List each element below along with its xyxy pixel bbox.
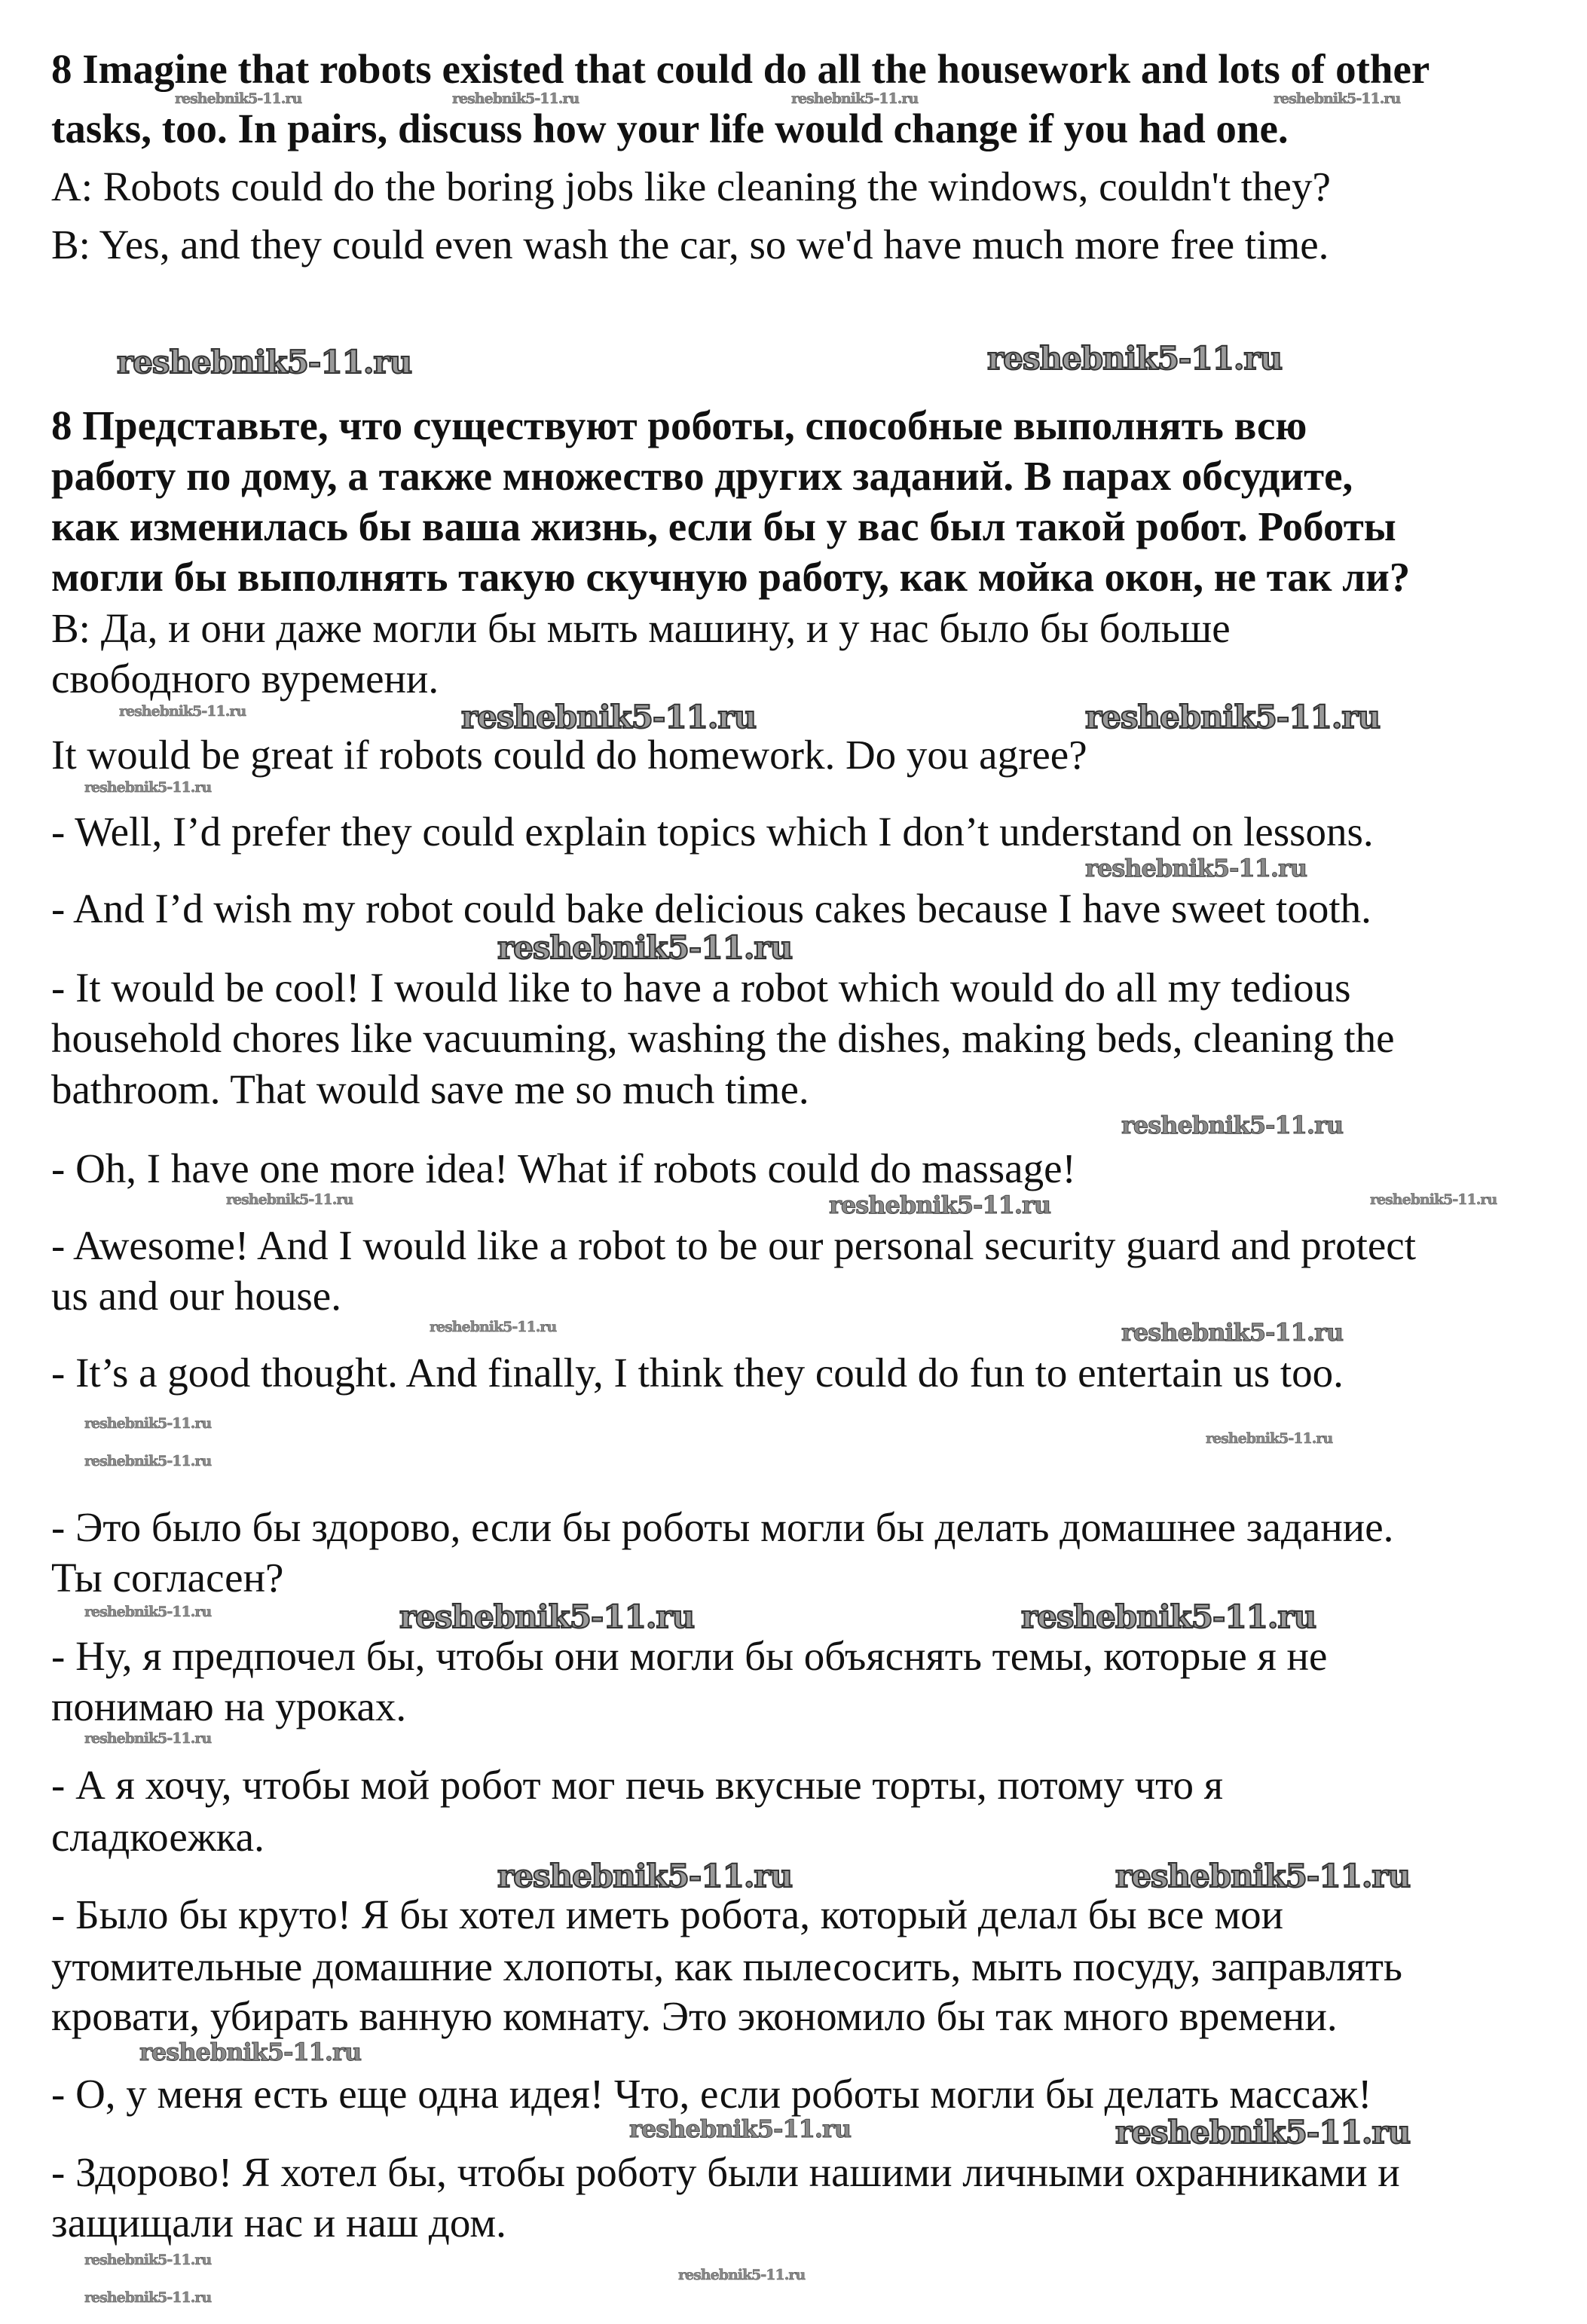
dialogue-line-ru: сладкоежка.: [51, 1814, 264, 1860]
watermark-text: reshebnik5-11.ru: [226, 1191, 353, 1208]
dialogue-line-en: - It’s a good thought. And finally, I think they could do fun to entertain us too.: [51, 1350, 1344, 1396]
watermark-text: reshebnik5-11.ru: [84, 1604, 212, 1620]
watermark-text: reshebnik5-11.ru: [117, 344, 412, 381]
watermark-text: reshebnik5-11.ru: [84, 779, 212, 796]
dialogue-line-en: bathroom. That would save me so much time.: [51, 1066, 809, 1112]
dialogue-line-ru: защищали нас и наш дом.: [51, 2200, 506, 2246]
watermark-text: reshebnik5-11.ru: [1121, 1318, 1344, 1347]
watermark-text: reshebnik5-11.ru: [1115, 1858, 1411, 1894]
example-line-a: A: Robots could do the boring jobs like cleaning the windows, couldn't they?: [51, 164, 1331, 209]
watermark-text: reshebnik5-11.ru: [497, 929, 793, 966]
example-line-b: B: Yes, and they could even wash the car, so we'd have much more free time.: [51, 222, 1329, 268]
watermark-text: reshebnik5-11.ru: [1370, 1191, 1497, 1208]
dialogue-line-ru: - А я хочу, чтобы мой робот мог печь вкусные торты, потому что я: [51, 1762, 1223, 1808]
exercise-heading-ru: 8 Представьте, что существуют роботы, способные выполнять всю: [51, 402, 1307, 448]
dialogue-line-ru: - О, у меня есть еще одна идея! Что, если роботы могли бы делать массаж!: [51, 2071, 1372, 2117]
example-line-b-ru: свободного вуремени.: [51, 656, 439, 702]
dialogue-line-en: - And I’d wish my robot could bake delicious cakes because I have sweet tooth.: [51, 885, 1371, 931]
watermark-text: reshebnik5-11.ru: [119, 703, 246, 720]
watermark-text: reshebnik5-11.ru: [678, 2267, 806, 2283]
dialogue-line-ru: утомительные домашние хлопоты, как пылесосить, мыть посуду, заправлять: [51, 1943, 1402, 1989]
watermark-text: reshebnik5-11.ru: [175, 90, 302, 107]
exercise-heading-en: 8 Imagine that robots existed that could do all the housework and lots of other: [51, 46, 1430, 92]
watermark-text: reshebnik5-11.ru: [1206, 1430, 1333, 1447]
dialogue-line-ru: понимаю на уроках.: [51, 1683, 407, 1729]
dialogue-line-en: It would be great if robots could do homework. Do you agree?: [51, 732, 1087, 778]
exercise-heading-en: tasks, too. In pairs, discuss how your life would change if you had one.: [51, 105, 1289, 151]
watermark-text: reshebnik5-11.ru: [1121, 1111, 1344, 1139]
watermark-text: reshebnik5-11.ru: [461, 699, 757, 735]
watermark-text: reshebnik5-11.ru: [84, 1453, 212, 1469]
watermark-text: reshebnik5-11.ru: [497, 1858, 793, 1894]
watermark-text: reshebnik5-11.ru: [84, 2289, 212, 2306]
watermark-text: reshebnik5-11.ru: [399, 1598, 695, 1635]
watermark-text: reshebnik5-11.ru: [1021, 1598, 1316, 1635]
watermark-text: reshebnik5-11.ru: [84, 1730, 212, 1747]
watermark-text: reshebnik5-11.ru: [987, 340, 1283, 377]
watermark-text: reshebnik5-11.ru: [791, 90, 919, 107]
dialogue-line-en: household chores like vacuuming, washing the dishes, making beds, cleaning the: [51, 1015, 1395, 1061]
dialogue-line-ru: кровати, убирать ванную комнату. Это экономило бы так много времени.: [51, 1993, 1338, 2039]
dialogue-line-ru: - Здорово! Я хотел бы, чтобы роботу были нашими личными охранниками и: [51, 2149, 1400, 2195]
watermark-text: reshebnik5-11.ru: [139, 2038, 362, 2066]
dialogue-line-ru: - Ну, я предпочел бы, чтобы они могли бы объяснять темы, которые я не: [51, 1633, 1328, 1679]
example-line-b-ru: B: Да, и они даже могли бы мыть машину, и у нас было бы больше: [51, 605, 1231, 651]
watermark-text: reshebnik5-11.ru: [629, 2115, 852, 2143]
dialogue-line-ru: Ты согласен?: [51, 1555, 284, 1601]
dialogue-line-en: - Well, I’d prefer they could explain topics which I don’t understand on lessons.: [51, 809, 1374, 855]
dialogue-line-ru: - Было бы круто! Я бы хотел иметь робота, который делал бы все мои: [51, 1891, 1284, 1937]
watermark-text: reshebnik5-11.ru: [84, 2252, 212, 2268]
exercise-heading-ru: работу по дому, а также множество других заданий. В парах обсудите,: [51, 453, 1353, 499]
dialogue-line-en: us and our house.: [51, 1273, 341, 1319]
dialogue-line-en: - Oh, I have one more idea! What if robots could do massage!: [51, 1145, 1076, 1191]
watermark-text: reshebnik5-11.ru: [1085, 854, 1307, 882]
dialogue-line-en: - Awesome! And I would like a robot to be our personal security guard and protect: [51, 1222, 1416, 1268]
exercise-heading-ru: как изменилась бы ваша жизнь, если бы у вас был такой робот. Роботы: [51, 503, 1396, 549]
watermark-text: reshebnik5-11.ru: [1274, 90, 1401, 107]
watermark-text: reshebnik5-11.ru: [84, 1415, 212, 1432]
dialogue-line-ru: - Это было бы здорово, если бы роботы могли бы делать домашнее задание.: [51, 1504, 1394, 1550]
watermark-text: reshebnik5-11.ru: [430, 1319, 557, 1335]
exercise-heading-ru: могли бы выполнять такую скучную работу, как мойка окон, не так ли?: [51, 554, 1411, 600]
watermark-text: reshebnik5-11.ru: [452, 90, 579, 107]
watermark-text: reshebnik5-11.ru: [1085, 699, 1381, 735]
watermark-text: reshebnik5-11.ru: [1115, 2114, 1411, 2151]
dialogue-line-en: - It would be cool! I would like to have a robot which would do all my tedious: [51, 965, 1351, 1011]
watermark-text: reshebnik5-11.ru: [829, 1191, 1051, 1219]
